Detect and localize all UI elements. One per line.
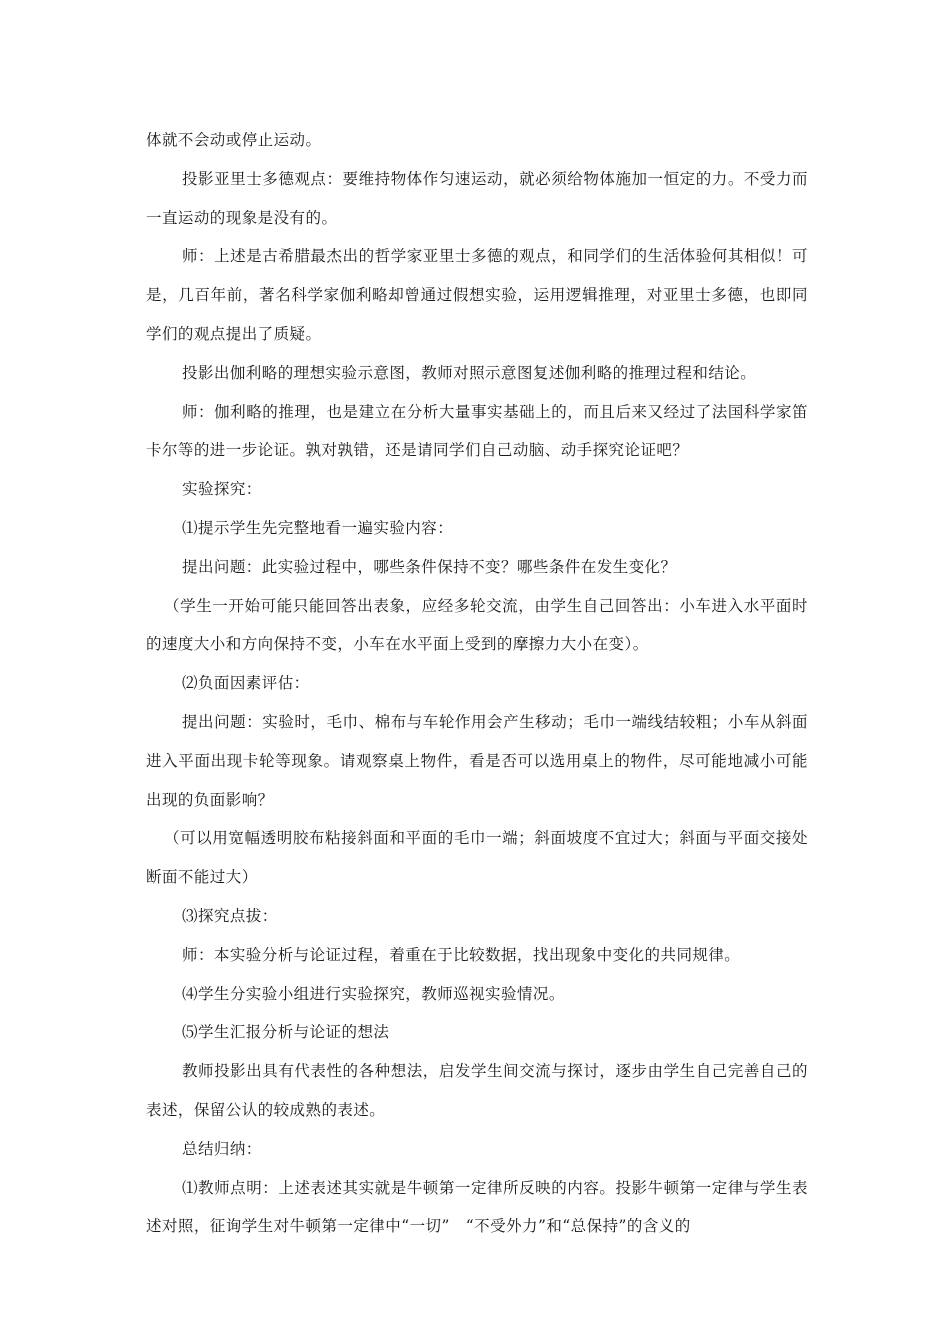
- paragraph-continuation: 体就不会动或停止运动。: [146, 131, 322, 149]
- note-tape-suggestion: （可以用宽幅透明胶布粘接斜面和平面的毛巾一端；斜面坡度不宜过大；斜面与平面交接处断面不能过大）: [146, 829, 808, 887]
- step-5-student-report: ⑸学生汇报分析与论证的想法: [182, 1023, 390, 1042]
- heading-summary: 总结归纳：: [182, 1139, 262, 1158]
- step-4-group-inquiry: ⑷学生分实验小组进行实验探究，教师巡视实验情况。: [182, 984, 565, 1003]
- paragraph-teacher-aristotle: 师：上述是古希腊最杰出的哲学家亚里士多德的观点，和同学们的生活体验何其相似！可是，几百年前，著名科学家伽利略却曾通过假想实验，运用逻辑推理，对亚里士多德，也即同学们的观点提出了质疑。: [146, 247, 808, 343]
- paragraph-teacher-analysis: 师：本实验分析与论证过程，着重在于比较数据，找出现象中变化的共同规律。: [182, 945, 741, 964]
- heading-experiment-inquiry: 实验探究：: [182, 480, 262, 499]
- summary-step-1-newton: ⑴教师点明：上述表述其实就是牛顿第一定律所反映的内容。投影牛顿第一定律与学生表述对照，征询学生对牛顿第一定律中“一切” “不受外力”和“总保持”的含义的: [146, 1178, 808, 1236]
- paragraph-teacher-projection: 教师投影出具有代表性的各种想法，启发学生间交流与探讨，逐步由学生自己完善自己的表述，保留公认的较成熟的表述。: [146, 1062, 808, 1119]
- step-3-guidance: ⑶探究点拔：: [182, 906, 278, 925]
- step-2-negative-factors: ⑵负面因素评估：: [182, 674, 310, 693]
- paragraph-teacher-galileo: 师：伽利略的推理，也是建立在分析大量事实基础上的，而且后来又经过了法国科学家笛卡尔等的进一步论证。孰对孰错，还是请同学们自己动脑、动手探究论证吧？: [146, 402, 808, 460]
- paragraph-aristotle-view: 投影亚里士多德观点：要维持物体作匀速运动，就必须给物体施加一恒定的力。不受力而一直运动的现象是没有的。: [146, 169, 808, 227]
- question-conditions: 提出问题：此实验过程中，哪些条件保持不变？哪些条件在发生变化？: [182, 557, 677, 576]
- question-negative-factors: 提出问题：实验时，毛巾、棉布与车轮作用会产生移动；毛巾一端线结较粗；小车从斜面进入平面出现卡轮等现象。请观察桌上物件，看是否可以选用桌上的物件，尽可能地减小可能出现的负面影响？: [146, 712, 808, 809]
- step-1-preview: ⑴提示学生先完整地看一遍实验内容：: [182, 518, 454, 537]
- note-student-answer: （学生一开始可能只能回答出表象，应经多轮交流，由学生自己回答出：小车进入水平面时的速度大小和方向保持不变，小车在水平面上受到的摩擦力大小在变）。: [146, 596, 808, 654]
- document-body: [146, 121, 808, 1246]
- paragraph-galileo-diagram: 投影出伽利略的理想实验示意图，教师对照示意图复述伽利略的推理过程和结论。: [182, 363, 757, 382]
